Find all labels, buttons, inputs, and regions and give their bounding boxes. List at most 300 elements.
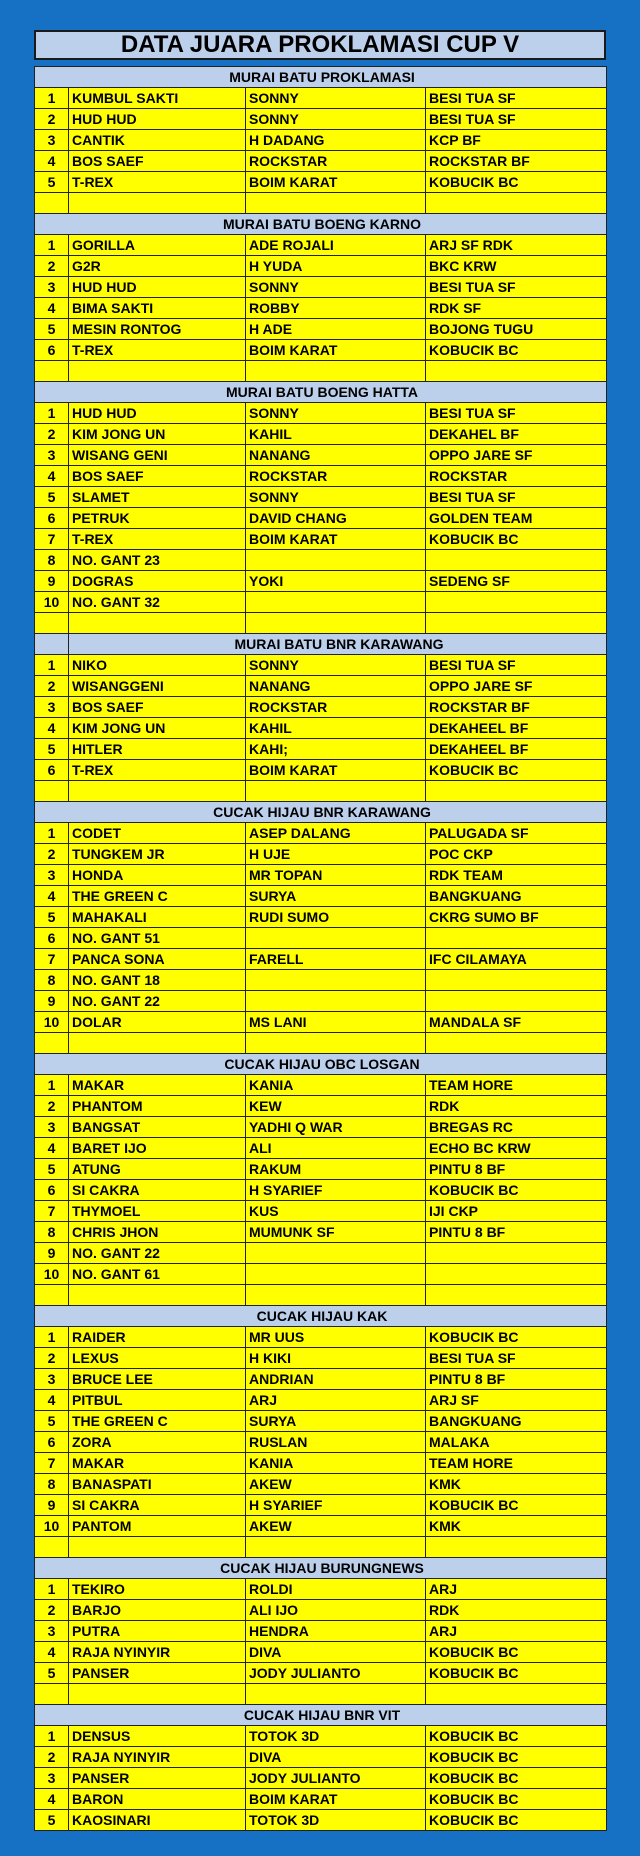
empty-cell — [69, 1537, 246, 1558]
empty-cell — [35, 1033, 69, 1054]
owner-cell: KANIA — [246, 1453, 426, 1474]
rank-cell: 1 — [35, 1726, 69, 1747]
rank-cell: 8 — [35, 550, 69, 571]
rank-cell: 1 — [35, 655, 69, 676]
team-cell: TEAM HORE — [426, 1075, 607, 1096]
empty-cell — [426, 613, 607, 634]
team-cell: PINTU 8 BF — [426, 1369, 607, 1390]
owner-cell: DAVID CHANG — [246, 508, 426, 529]
table-row — [35, 949, 607, 970]
owner-cell: SONNY — [246, 277, 426, 298]
team-cell: BOJONG TUGU — [426, 319, 607, 340]
bird-name-cell: RAJA NYINYIR — [69, 1642, 246, 1663]
bird-name-cell: NO. GANT 32 — [69, 592, 246, 613]
table-row — [35, 424, 607, 445]
rank-cell: 1 — [35, 88, 69, 109]
bird-name-cell: MAKAR — [69, 1075, 246, 1096]
table-row — [35, 886, 607, 907]
rank-cell: 4 — [35, 1138, 69, 1159]
section-header — [35, 1306, 607, 1327]
team-cell: ROCKSTAR — [426, 466, 607, 487]
rank-cell: 3 — [35, 445, 69, 466]
empty-cell — [246, 1537, 426, 1558]
table-row — [35, 1222, 607, 1243]
rank-cell: 3 — [35, 1117, 69, 1138]
section-title: MURAI BATU PROKLAMASI — [35, 67, 607, 88]
bird-name-cell: MESIN RONTOG — [69, 319, 246, 340]
rank-cell: 5 — [35, 739, 69, 760]
bird-name-cell: KAOSINARI — [69, 1810, 246, 1831]
bird-name-cell: KIM JONG UN — [69, 424, 246, 445]
empty-cell — [246, 1285, 426, 1306]
bird-name-cell: PUTRA — [69, 1621, 246, 1642]
rank-cell: 10 — [35, 592, 69, 613]
rank-cell: 1 — [35, 1327, 69, 1348]
team-cell: BESI TUA SF — [426, 487, 607, 508]
team-cell: KOBUCIK BC — [426, 1768, 607, 1789]
bird-name-cell: BIMA SAKTI — [69, 298, 246, 319]
empty-cell — [246, 361, 426, 382]
table-row — [35, 1264, 607, 1285]
rank-cell: 9 — [35, 1243, 69, 1264]
owner-cell: BOIM KARAT — [246, 1789, 426, 1810]
owner-cell: JODY JULIANTO — [246, 1768, 426, 1789]
owner-cell: DIVA — [246, 1747, 426, 1768]
empty-cell — [35, 1285, 69, 1306]
owner-cell: H SYARIEF — [246, 1180, 426, 1201]
owner-cell: DIVA — [246, 1642, 426, 1663]
empty-cell — [35, 1684, 69, 1705]
bird-name-cell: ATUNG — [69, 1159, 246, 1180]
table-row — [35, 1789, 607, 1810]
bird-name-cell: G2R — [69, 256, 246, 277]
bird-name-cell: CHRIS JHON — [69, 1222, 246, 1243]
empty-cell — [69, 193, 246, 214]
bird-name-cell: WISANG GENI — [69, 445, 246, 466]
rank-cell: 6 — [35, 760, 69, 781]
team-cell: BANGKUANG — [426, 886, 607, 907]
table-row — [35, 739, 607, 760]
table-row — [35, 1159, 607, 1180]
bird-name-cell: NO. GANT 22 — [69, 991, 246, 1012]
rank-cell: 4 — [35, 718, 69, 739]
table-row — [35, 571, 607, 592]
section-header — [35, 1558, 607, 1579]
owner-cell — [246, 592, 426, 613]
table-row — [35, 256, 607, 277]
table-row — [35, 298, 607, 319]
rank-cell: 5 — [35, 1411, 69, 1432]
bird-name-cell: PHANTOM — [69, 1096, 246, 1117]
team-cell: ARJ — [426, 1621, 607, 1642]
table-row — [35, 340, 607, 361]
owner-cell — [246, 970, 426, 991]
owner-cell: BOIM KARAT — [246, 340, 426, 361]
team-cell: MALAKA — [426, 1432, 607, 1453]
owner-cell: H UJE — [246, 844, 426, 865]
empty-cell — [426, 193, 607, 214]
bird-name-cell: TUNGKEM JR — [69, 844, 246, 865]
table-row — [35, 970, 607, 991]
rank-cell: 1 — [35, 1075, 69, 1096]
team-cell — [426, 1243, 607, 1264]
owner-cell: H SYARIEF — [246, 1495, 426, 1516]
owner-cell: ROCKSTAR — [246, 697, 426, 718]
bird-name-cell: BOS SAEF — [69, 466, 246, 487]
bird-name-cell: NO. GANT 18 — [69, 970, 246, 991]
section-header — [35, 1054, 607, 1075]
owner-cell — [246, 991, 426, 1012]
team-cell: ARJ SF — [426, 1390, 607, 1411]
owner-cell: KAHI; — [246, 739, 426, 760]
bird-name-cell: T-REX — [69, 760, 246, 781]
owner-cell: KUS — [246, 1201, 426, 1222]
empty-cell — [426, 1537, 607, 1558]
owner-cell: BOIM KARAT — [246, 529, 426, 550]
rank-cell: 5 — [35, 487, 69, 508]
results-sheet — [34, 30, 606, 1831]
team-cell: KMK — [426, 1474, 607, 1495]
rank-cell: 10 — [35, 1264, 69, 1285]
rank-cell: 3 — [35, 130, 69, 151]
bird-name-cell: THE GREEN C — [69, 1411, 246, 1432]
team-cell: IFC CILAMAYA — [426, 949, 607, 970]
team-cell: BANGKUANG — [426, 1411, 607, 1432]
team-cell: KOBUCIK BC — [426, 1810, 607, 1831]
bird-name-cell: MAKAR — [69, 1453, 246, 1474]
rank-cell: 3 — [35, 697, 69, 718]
bird-name-cell: BARET IJO — [69, 1138, 246, 1159]
bird-name-cell: NO. GANT 23 — [69, 550, 246, 571]
team-cell: KOBUCIK BC — [426, 1726, 607, 1747]
owner-cell: KAHIL — [246, 424, 426, 445]
rank-cell: 4 — [35, 1642, 69, 1663]
owner-cell: JODY JULIANTO — [246, 1663, 426, 1684]
owner-cell: H YUDA — [246, 256, 426, 277]
empty-cell — [69, 1285, 246, 1306]
bird-name-cell: HUD HUD — [69, 109, 246, 130]
team-cell: RDK — [426, 1600, 607, 1621]
empty-cell — [246, 1033, 426, 1054]
empty-cell — [426, 781, 607, 802]
rank-cell: 5 — [35, 907, 69, 928]
owner-cell: NANANG — [246, 676, 426, 697]
team-cell: RDK SF — [426, 298, 607, 319]
empty-cell — [69, 781, 246, 802]
rank-cell: 6 — [35, 1180, 69, 1201]
team-cell: BKC KRW — [426, 256, 607, 277]
rank-cell: 2 — [35, 424, 69, 445]
empty-cell — [35, 613, 69, 634]
owner-cell: MS LANI — [246, 1012, 426, 1033]
rank-cell: 5 — [35, 1159, 69, 1180]
rank-cell: 2 — [35, 1600, 69, 1621]
team-cell: KOBUCIK BC — [426, 529, 607, 550]
team-cell: PINTU 8 BF — [426, 1222, 607, 1243]
section-title: MURAI BATU BNR KARAWANG — [69, 634, 607, 655]
page-title: DATA JUARA PROKLAMASI CUP V — [34, 30, 606, 60]
rank-cell: 1 — [35, 235, 69, 256]
section-title: CUCAK HIJAU BNR KARAWANG — [35, 802, 607, 823]
table-row — [35, 277, 607, 298]
owner-cell: AKEW — [246, 1516, 426, 1537]
owner-cell: SURYA — [246, 1411, 426, 1432]
table-row — [35, 1075, 607, 1096]
team-cell: ARJ SF RDK — [426, 235, 607, 256]
team-cell: KOBUCIK BC — [426, 1642, 607, 1663]
bird-name-cell: SI CAKRA — [69, 1495, 246, 1516]
team-cell: BESI TUA SF — [426, 1348, 607, 1369]
owner-cell — [246, 1243, 426, 1264]
owner-cell: ADE ROJALI — [246, 235, 426, 256]
owner-cell: ANDRIAN — [246, 1369, 426, 1390]
rank-cell: 2 — [35, 1096, 69, 1117]
table-row — [35, 1495, 607, 1516]
rank-cell: 10 — [35, 1012, 69, 1033]
bird-name-cell: BARON — [69, 1789, 246, 1810]
team-cell: DEKAHEL BF — [426, 424, 607, 445]
rank-cell: 7 — [35, 529, 69, 550]
table-row — [35, 550, 607, 571]
rank-cell: 1 — [35, 1579, 69, 1600]
team-cell: BESI TUA SF — [426, 403, 607, 424]
table-row — [35, 1453, 607, 1474]
team-cell: RDK TEAM — [426, 865, 607, 886]
owner-cell: ALI IJO — [246, 1600, 426, 1621]
table-row — [35, 592, 607, 613]
owner-cell: RUSLAN — [246, 1432, 426, 1453]
table-row — [35, 1747, 607, 1768]
bird-name-cell: NO. GANT 51 — [69, 928, 246, 949]
table-row — [35, 1516, 607, 1537]
section-header-spacer — [35, 634, 69, 655]
empty-cell — [69, 1684, 246, 1705]
owner-cell: SONNY — [246, 403, 426, 424]
bird-name-cell: GORILLA — [69, 235, 246, 256]
table-row — [35, 172, 607, 193]
rank-cell: 9 — [35, 1495, 69, 1516]
team-cell: KOBUCIK BC — [426, 1180, 607, 1201]
owner-cell: FARELL — [246, 949, 426, 970]
owner-cell: SONNY — [246, 109, 426, 130]
table-row — [35, 1117, 607, 1138]
team-cell: ROCKSTAR BF — [426, 151, 607, 172]
team-cell: CKRG SUMO BF — [426, 907, 607, 928]
team-cell: DEKAHEEL BF — [426, 718, 607, 739]
team-cell: OPPO JARE SF — [426, 676, 607, 697]
empty-cell — [426, 1684, 607, 1705]
owner-cell: YOKI — [246, 571, 426, 592]
team-cell: KOBUCIK BC — [426, 172, 607, 193]
empty-cell — [35, 193, 69, 214]
table-row — [35, 88, 607, 109]
bird-name-cell: SLAMET — [69, 487, 246, 508]
team-cell — [426, 928, 607, 949]
table-row — [35, 1600, 607, 1621]
bird-name-cell: RAJA NYINYIR — [69, 1747, 246, 1768]
rank-cell: 4 — [35, 151, 69, 172]
bird-name-cell: BANASPATI — [69, 1474, 246, 1495]
table-row — [35, 655, 607, 676]
owner-cell: KEW — [246, 1096, 426, 1117]
owner-cell: ASEP DALANG — [246, 823, 426, 844]
table-row — [35, 1663, 607, 1684]
table-row — [35, 1348, 607, 1369]
rank-cell: 7 — [35, 1453, 69, 1474]
team-cell: BESI TUA SF — [426, 655, 607, 676]
team-cell: ARJ — [426, 1579, 607, 1600]
owner-cell: MUMUNK SF — [246, 1222, 426, 1243]
bird-name-cell: BOS SAEF — [69, 697, 246, 718]
owner-cell: HENDRA — [246, 1621, 426, 1642]
table-row — [35, 1726, 607, 1747]
section-title: MURAI BATU BOENG HATTA — [35, 382, 607, 403]
team-cell: ECHO BC KRW — [426, 1138, 607, 1159]
table-row — [35, 151, 607, 172]
table-row — [35, 319, 607, 340]
bird-name-cell: RAIDER — [69, 1327, 246, 1348]
team-cell: SEDENG SF — [426, 571, 607, 592]
table-row — [35, 1012, 607, 1033]
owner-cell: ROBBY — [246, 298, 426, 319]
blank-row — [35, 193, 607, 214]
table-row — [35, 1621, 607, 1642]
owner-cell: TOTOK 3D — [246, 1810, 426, 1831]
rank-cell: 1 — [35, 823, 69, 844]
bird-name-cell: NIKO — [69, 655, 246, 676]
blank-row — [35, 1285, 607, 1306]
bird-name-cell: CODET — [69, 823, 246, 844]
blank-row — [35, 1033, 607, 1054]
bird-name-cell: NO. GANT 61 — [69, 1264, 246, 1285]
bird-name-cell: PANTOM — [69, 1516, 246, 1537]
owner-cell: ROCKSTAR — [246, 151, 426, 172]
team-cell: PINTU 8 BF — [426, 1159, 607, 1180]
rank-cell: 7 — [35, 949, 69, 970]
team-cell: KOBUCIK BC — [426, 1327, 607, 1348]
owner-cell: NANANG — [246, 445, 426, 466]
table-row — [35, 1243, 607, 1264]
bird-name-cell: THE GREEN C — [69, 886, 246, 907]
bird-name-cell: TEKIRO — [69, 1579, 246, 1600]
rank-cell: 9 — [35, 571, 69, 592]
bird-name-cell: WISANGGENI — [69, 676, 246, 697]
section-header — [35, 1705, 607, 1726]
rank-cell: 5 — [35, 1663, 69, 1684]
owner-cell: ALI — [246, 1138, 426, 1159]
table-row — [35, 487, 607, 508]
owner-cell: ROLDI — [246, 1579, 426, 1600]
table-row — [35, 508, 607, 529]
table-row — [35, 844, 607, 865]
owner-cell: H ADE — [246, 319, 426, 340]
rank-cell: 6 — [35, 508, 69, 529]
team-cell — [426, 592, 607, 613]
empty-cell — [246, 781, 426, 802]
owner-cell: BOIM KARAT — [246, 172, 426, 193]
team-cell: MANDALA SF — [426, 1012, 607, 1033]
section-title: CUCAK HIJAU OBC LOSGAN — [35, 1054, 607, 1075]
bird-name-cell: CANTIK — [69, 130, 246, 151]
section-title: CUCAK HIJAU BURUNGNEWS — [35, 1558, 607, 1579]
rank-cell: 4 — [35, 886, 69, 907]
team-cell — [426, 991, 607, 1012]
team-cell: KOBUCIK BC — [426, 1789, 607, 1810]
rank-cell: 6 — [35, 1432, 69, 1453]
bird-name-cell: THYMOEL — [69, 1201, 246, 1222]
owner-cell: ROCKSTAR — [246, 466, 426, 487]
rank-cell: 2 — [35, 1747, 69, 1768]
section-header — [35, 67, 607, 88]
section-header — [35, 802, 607, 823]
bird-name-cell: T-REX — [69, 172, 246, 193]
section-title: CUCAK HIJAU BNR VIT — [35, 1705, 607, 1726]
owner-cell: RAKUM — [246, 1159, 426, 1180]
rank-cell: 2 — [35, 676, 69, 697]
bird-name-cell: KIM JONG UN — [69, 718, 246, 739]
table-row — [35, 697, 607, 718]
table-row — [35, 1390, 607, 1411]
empty-cell — [69, 361, 246, 382]
rank-cell: 4 — [35, 298, 69, 319]
bird-name-cell: HITLER — [69, 739, 246, 760]
empty-cell — [69, 1033, 246, 1054]
bird-name-cell: KUMBUL SAKTI — [69, 88, 246, 109]
rank-cell: 8 — [35, 1222, 69, 1243]
rank-cell: 1 — [35, 403, 69, 424]
team-cell — [426, 1264, 607, 1285]
rank-cell: 3 — [35, 1621, 69, 1642]
bird-name-cell: T-REX — [69, 340, 246, 361]
rank-cell: 4 — [35, 1789, 69, 1810]
table-row — [35, 1138, 607, 1159]
table-row — [35, 1201, 607, 1222]
team-cell — [426, 550, 607, 571]
bird-name-cell: DOGRAS — [69, 571, 246, 592]
owner-cell: SURYA — [246, 886, 426, 907]
blank-row — [35, 1537, 607, 1558]
table-row — [35, 130, 607, 151]
rank-cell: 3 — [35, 277, 69, 298]
team-cell: BESI TUA SF — [426, 109, 607, 130]
results-table — [34, 66, 607, 1831]
team-cell: KMK — [426, 1516, 607, 1537]
table-row — [35, 1411, 607, 1432]
team-cell: ROCKSTAR BF — [426, 697, 607, 718]
table-row — [35, 760, 607, 781]
rank-cell: 5 — [35, 172, 69, 193]
owner-cell — [246, 1264, 426, 1285]
owner-cell: YADHI Q WAR — [246, 1117, 426, 1138]
owner-cell: KAHIL — [246, 718, 426, 739]
team-cell: PALUGADA SF — [426, 823, 607, 844]
owner-cell: SONNY — [246, 88, 426, 109]
empty-cell — [246, 613, 426, 634]
table-row — [35, 865, 607, 886]
section-header — [35, 214, 607, 235]
rank-cell: 2 — [35, 844, 69, 865]
table-row — [35, 403, 607, 424]
rank-cell: 4 — [35, 1390, 69, 1411]
team-cell: BREGAS RC — [426, 1117, 607, 1138]
team-cell: KOBUCIK BC — [426, 1747, 607, 1768]
empty-cell — [35, 361, 69, 382]
owner-cell: SONNY — [246, 487, 426, 508]
owner-cell: AKEW — [246, 1474, 426, 1495]
owner-cell: RUDI SUMO — [246, 907, 426, 928]
table-row — [35, 928, 607, 949]
empty-cell — [246, 193, 426, 214]
